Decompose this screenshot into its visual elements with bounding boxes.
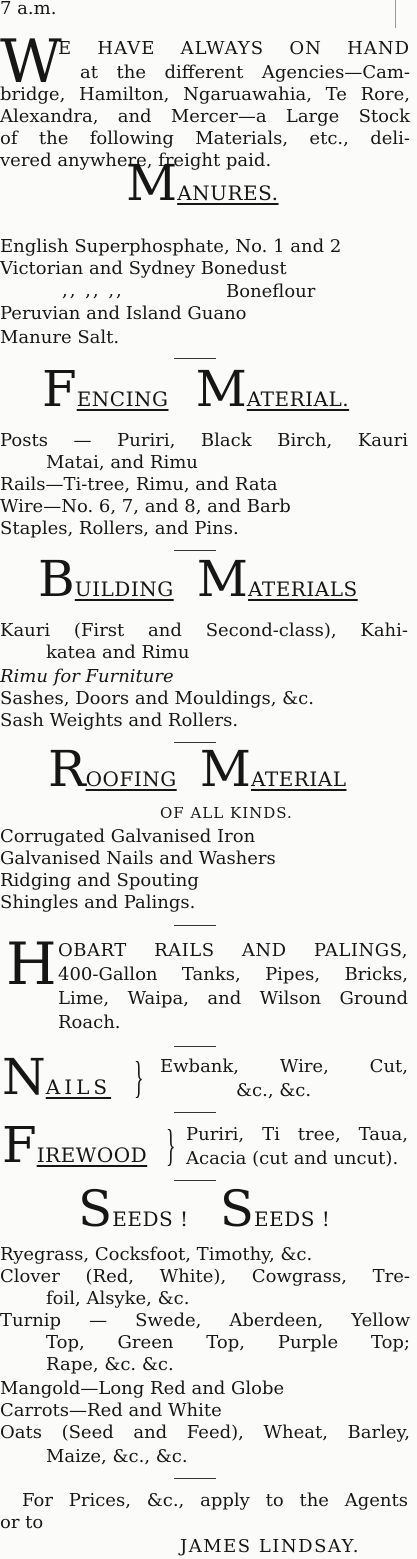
section-divider: [174, 1112, 216, 1113]
seeds-item: Carrots—Red and White: [0, 1400, 222, 1421]
seeds-item: foil, Alsyke, &c.: [46, 1288, 190, 1309]
intro-line-2: at the different Agencies—Cam-: [80, 62, 410, 83]
manures-item: Boneflour: [226, 281, 316, 302]
hobart-dropcap: H: [6, 930, 57, 998]
hobart-line-1: OBART RAILS AND PALINGS,: [58, 940, 408, 961]
roofing-item: Corrugated Galvanised Iron: [0, 826, 256, 847]
nails-heading-cap: N: [2, 1048, 46, 1106]
footer-line: For Prices, &c., apply to the Agents: [22, 1490, 408, 1511]
manures-item: Peruvian and Island Guano: [0, 303, 247, 324]
fencing-item: Wire—No. 6, 7, and 8, and Barb: [0, 496, 291, 517]
roofing-heading-cap2: M: [199, 740, 251, 798]
intro-dropcap: W: [0, 27, 62, 97]
manures-item: English Superphosphate, No. 1 and 2: [0, 236, 342, 257]
signature: JAMES LINDSAY.: [180, 1536, 360, 1557]
building-item: Kauri (First and Second-class), Kahi-: [0, 620, 408, 641]
manures-ditto-marks: ,, ,, ,,: [62, 280, 124, 301]
building-heading-rest1: UILDING: [74, 577, 174, 601]
seeds-item: Ryegrass, Cocksfoot, Timothy, &c.: [0, 1244, 313, 1265]
roofing-heading-rest2: ATERIAL: [251, 767, 347, 791]
seeds-item: Turnip — Swede, Aberdeen, Yellow: [0, 1310, 410, 1331]
seeds-heading-cap2: S: [219, 1180, 254, 1238]
seeds-heading-rest2: EEDS !: [253, 1207, 331, 1231]
section-divider: [174, 1180, 216, 1181]
nails-brace: }: [134, 1053, 144, 1102]
building-item: Sash Weights and Rollers.: [0, 710, 239, 731]
time-label: 7 a.m.: [0, 0, 57, 19]
section-divider: [174, 925, 216, 926]
seeds-item: Rape, &c. &c.: [46, 1354, 174, 1375]
fencing-heading-rest2: ATERIAL.: [246, 387, 350, 411]
intro-line-4: Alexandra, and Mercer—a Large Stock: [0, 106, 410, 127]
manures-heading-cap: M: [126, 154, 178, 212]
roofing-heading-rest1: OOFING: [85, 767, 177, 791]
seeds-item: Maize, &c., &c.: [46, 1446, 188, 1467]
firewood-heading-rest: IREWOOD: [36, 1143, 148, 1167]
seeds-heading-rest1: EEDS !: [112, 1207, 189, 1231]
building-item: Sashes, Doors and Mouldings, &c.: [0, 688, 314, 709]
building-heading: [38, 550, 358, 608]
manures-item: Manure Salt.: [0, 327, 120, 348]
roofing-heading-cap1: R: [48, 740, 86, 798]
seeds-heading: [78, 1180, 331, 1238]
manures-heading: [126, 154, 279, 212]
manures-item: Victorian and Sydney Bonedust: [0, 258, 287, 279]
building-heading-cap1: B: [38, 550, 75, 608]
fencing-heading-cap1: F: [42, 360, 77, 418]
roofing-heading: [48, 740, 347, 798]
seeds-item: Oats (Seed and Feed), Wheat, Barley,: [0, 1422, 410, 1443]
intro-line-6: vered anywhere, freight paid.: [0, 150, 272, 171]
nails-line: Ewbank, Wire, Cut,: [160, 1056, 408, 1077]
seeds-heading-cap1: S: [78, 1180, 113, 1238]
nails-line: &c., &c.: [236, 1080, 312, 1101]
nails-heading: [2, 1048, 112, 1106]
building-heading-cap2: M: [196, 550, 248, 608]
section-divider: [174, 358, 216, 359]
hobart-line-4: Roach.: [58, 1012, 121, 1033]
intro-line-5: of the following Materials, etc., deli-: [0, 128, 410, 149]
firewood-line: Acacia (cut and uncut).: [186, 1148, 399, 1169]
column-edge-rule: [395, 0, 396, 28]
fencing-item: Posts — Puriri, Black Birch, Kauri: [0, 430, 408, 451]
fencing-item: Rails—Ti-tree, Rimu, and Rata: [0, 474, 278, 495]
hobart-line-3: Lime, Waipa, and Wilson Ground: [58, 988, 408, 1009]
section-divider: [174, 1478, 216, 1479]
roofing-subheading: OF ALL KINDS.: [160, 804, 293, 822]
seeds-item: Clover (Red, White), Cowgrass, Tre-: [0, 1266, 410, 1287]
building-heading-rest2: ATERIALS: [248, 577, 358, 601]
section-divider: [174, 1046, 216, 1047]
intro-line-1: E HAVE ALWAYS ON HAND: [58, 38, 410, 59]
firewood-heading-cap: F: [2, 1116, 37, 1174]
seeds-item: Top, Green Top, Purple Top;: [46, 1332, 410, 1353]
fencing-heading-rest1: ENCING: [76, 387, 169, 411]
building-item: Rimu for Furniture: [0, 666, 174, 687]
intro-line-3: bridge, Hamilton, Ngaruawahia, Te Rore,: [0, 84, 410, 105]
fencing-item: Staples, Rollers, and Pins.: [0, 518, 239, 539]
fencing-heading-cap2: M: [195, 360, 247, 418]
firewood-brace: }: [166, 1121, 176, 1170]
footer-line: or to: [0, 1512, 44, 1533]
manures-heading-rest: ANURES.: [177, 181, 279, 205]
fencing-item: Matai, and Rimu: [46, 452, 198, 473]
firewood-heading: [2, 1116, 148, 1174]
roofing-item: Galvanised Nails and Washers: [0, 848, 276, 869]
firewood-line: Puriri, Ti tree, Taua,: [186, 1124, 408, 1145]
roofing-item: Ridging and Spouting: [0, 870, 199, 891]
seeds-item: Mangold—Long Red and Globe: [0, 1378, 285, 1399]
building-item: katea and Rimu: [46, 642, 190, 663]
hobart-line-2: 400-Gallon Tanks, Pipes, Bricks,: [58, 964, 408, 985]
nails-heading-rest: AILS: [45, 1075, 112, 1099]
fencing-heading: [42, 360, 350, 418]
roofing-item: Shingles and Palings.: [0, 892, 196, 913]
